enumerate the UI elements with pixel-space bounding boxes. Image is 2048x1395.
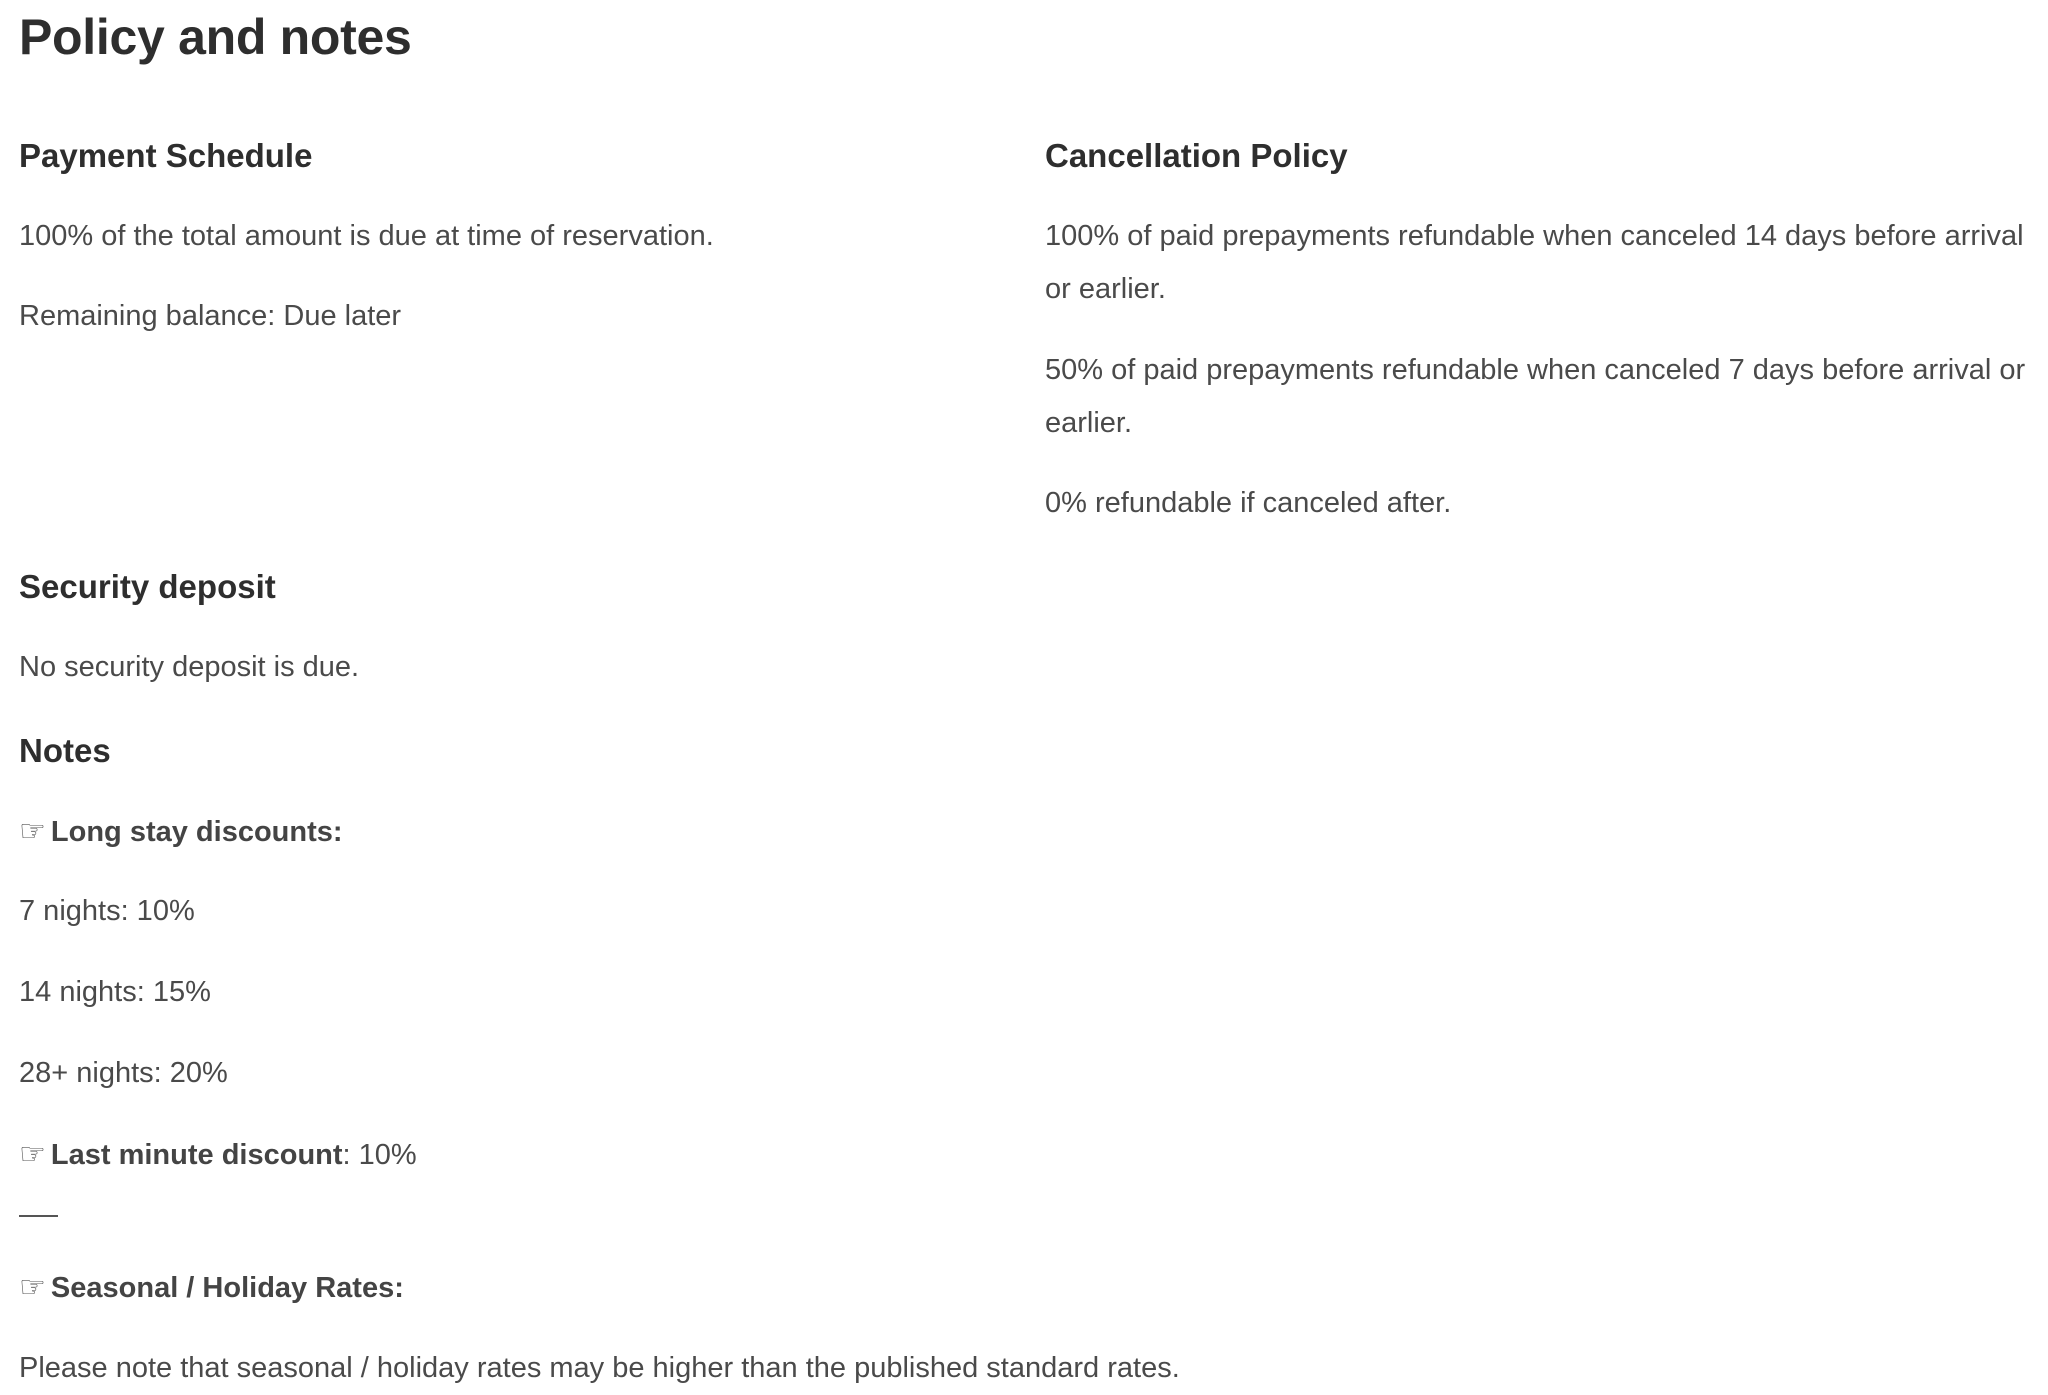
last-minute-discount-line bbox=[19, 1128, 417, 1182]
security-deposit-heading: Security deposit bbox=[19, 568, 276, 605]
payment-schedule-heading: Payment Schedule bbox=[19, 137, 313, 174]
pointing-hand-icon: ☞ bbox=[19, 814, 46, 849]
cancellation-half-refund-text: 50% of paid prepayments refundable when canceled 7 days before arrival or earlier. bbox=[1045, 354, 2026, 439]
long-stay-discounts-label: Long stay discounts: bbox=[50, 816, 343, 848]
long-stay-discounts-line bbox=[19, 805, 343, 859]
notes-heading: Notes bbox=[19, 732, 111, 769]
seasonal-rates-label: Seasonal / Holiday Rates: bbox=[50, 1272, 404, 1304]
page-title: Policy and notes bbox=[19, 9, 412, 65]
remaining-balance-text: Remaining balance: Due later bbox=[19, 300, 402, 332]
discount-28-nights: 28+ nights: 20% bbox=[19, 1057, 228, 1089]
discount-14-nights: 14 nights: 15% bbox=[19, 976, 211, 1008]
seasonal-rates-line bbox=[19, 1261, 404, 1315]
pointing-hand-icon: ☞ bbox=[19, 1137, 46, 1172]
payment-due-text: 100% of the total amount is due at time of reservation. bbox=[19, 220, 714, 252]
last-minute-discount-label: Last minute discount bbox=[50, 1139, 343, 1171]
separator-line bbox=[19, 1215, 58, 1217]
security-deposit-text: No security deposit is due. bbox=[19, 651, 360, 683]
cancellation-full-refund-text: 100% of paid prepayments refundable when canceled 14 days before arrival or earlier. bbox=[1045, 220, 2024, 305]
cancellation-no-refund-text: 0% refundable if canceled after. bbox=[1045, 487, 1452, 519]
discount-7-nights: 7 nights: 10% bbox=[19, 895, 195, 927]
last-minute-discount-value: : 10% bbox=[342, 1139, 417, 1171]
cancellation-policy-heading: Cancellation Policy bbox=[1045, 137, 1348, 174]
pointing-hand-icon: ☞ bbox=[19, 1270, 46, 1305]
seasonal-rates-text: Please note that seasonal / holiday rates may be higher than the published standard rates. bbox=[19, 1352, 1180, 1384]
